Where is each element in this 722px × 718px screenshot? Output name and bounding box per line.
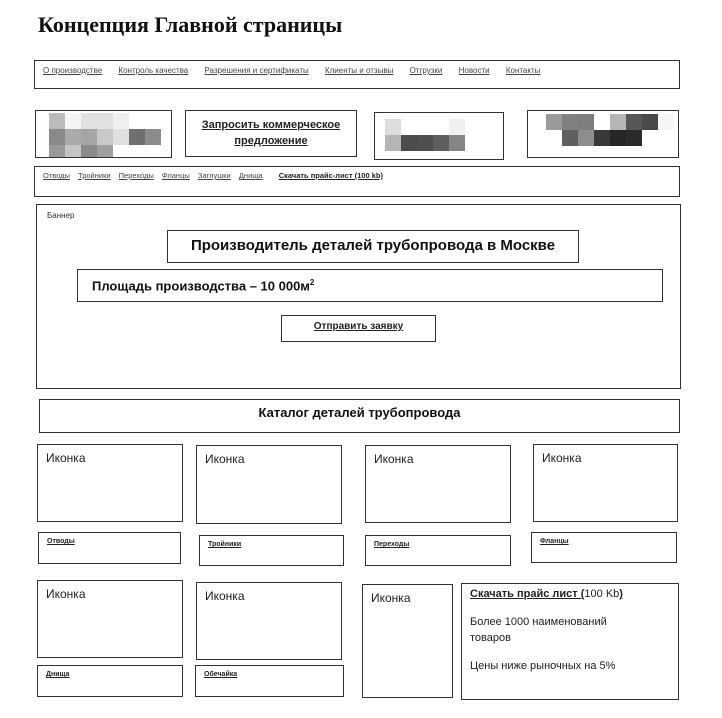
banner-area-text: Площадь производства – 10 $000м^2$ [77, 269, 663, 302]
pricelist-assortment: Более 1000 наименований товаров [470, 616, 607, 644]
banner-heading: Производитель деталей трубопровода в Москве [167, 230, 579, 263]
catalog-card-perehody[interactable] [365, 535, 511, 566]
download-pricelist-link[interactable]: Скачать прайс-лист (100 kb) [278, 171, 383, 180]
banner-label: Баннер [47, 211, 75, 220]
subnav-flancy[interactable]: Фланцы [161, 171, 190, 180]
subnav-otvody[interactable]: Отводы [43, 171, 70, 180]
nav-certificates[interactable]: Разрешения и сертификаты [204, 66, 309, 75]
icon-placeholder-troyniki: Иконка [196, 445, 342, 524]
nav-quality[interactable]: Контроль качества [118, 66, 189, 75]
icon-placeholder-dnischa: Иконка [37, 580, 183, 658]
catalog-link-obechayka[interactable]: Обечайка [204, 671, 238, 678]
request-quote-button[interactable] [185, 110, 357, 157]
icon-placeholder-otvody: Иконка [37, 444, 183, 522]
catalog-subnav [34, 166, 680, 197]
pricelist-heading: Скачать прайс лист (100 Kb) [470, 588, 623, 600]
pricelist-close-paren[interactable]: ) [619, 588, 623, 600]
top-nav [34, 60, 680, 89]
nav-about[interactable]: О производстве [43, 66, 103, 75]
catalog-link-troyniki[interactable]: Тройники [208, 541, 242, 548]
catalog-card-otvody[interactable] [38, 532, 181, 564]
catalog-link-dnischa[interactable]: Днища [46, 671, 70, 678]
catalog-card-obechayka[interactable] [195, 665, 344, 697]
icon-placeholder-obechayka: Иконка [196, 582, 342, 660]
send-request-button[interactable] [281, 315, 436, 342]
partner-logo-placeholder [374, 112, 504, 160]
send-request-link[interactable]: Отправить заявку [313, 321, 404, 332]
icon-placeholder-flancy: Иконка [533, 444, 678, 522]
nav-news[interactable]: Новости [458, 66, 490, 75]
subnav-troyniki[interactable]: Тройники [78, 171, 111, 180]
request-quote-link[interactable]: Запросить коммерческое предложение [201, 119, 341, 147]
subnav-perehody[interactable]: Переходы [118, 171, 154, 180]
icon-placeholder-extra: Иконка [362, 584, 453, 698]
catalog-heading: Каталог деталей трубопровода [39, 399, 680, 433]
catalog-link-otvody[interactable]: Отводы [47, 538, 75, 545]
nav-clients[interactable]: Клиенты и отзывы [324, 66, 394, 75]
catalog-card-flancy[interactable] [531, 532, 677, 563]
pricelist-discount: Цены ниже рыночных на 5% [470, 660, 616, 672]
nav-contacts[interactable]: Контакты [505, 66, 541, 75]
pricelist-block [461, 583, 679, 700]
page-title: Концепция Главной страницы [38, 12, 343, 37]
logo-placeholder [35, 110, 172, 158]
pricelist-download-link[interactable]: Скачать прайс лист ( [470, 588, 585, 600]
catalog-link-perehody[interactable]: Переходы [374, 541, 410, 548]
icon-placeholder-perehody: Иконка [365, 445, 511, 523]
nav-shipments[interactable]: Отгрузки [409, 66, 443, 75]
catalog-link-flancy[interactable]: Фланцы [540, 538, 569, 545]
catalog-card-dnischa[interactable] [37, 665, 183, 697]
subnav-dnischa[interactable]: Днища [238, 171, 263, 180]
contacts-placeholder [527, 110, 679, 158]
subnav-zaglushki[interactable]: Заглушки [197, 171, 231, 180]
catalog-card-troyniki[interactable] [199, 535, 344, 566]
